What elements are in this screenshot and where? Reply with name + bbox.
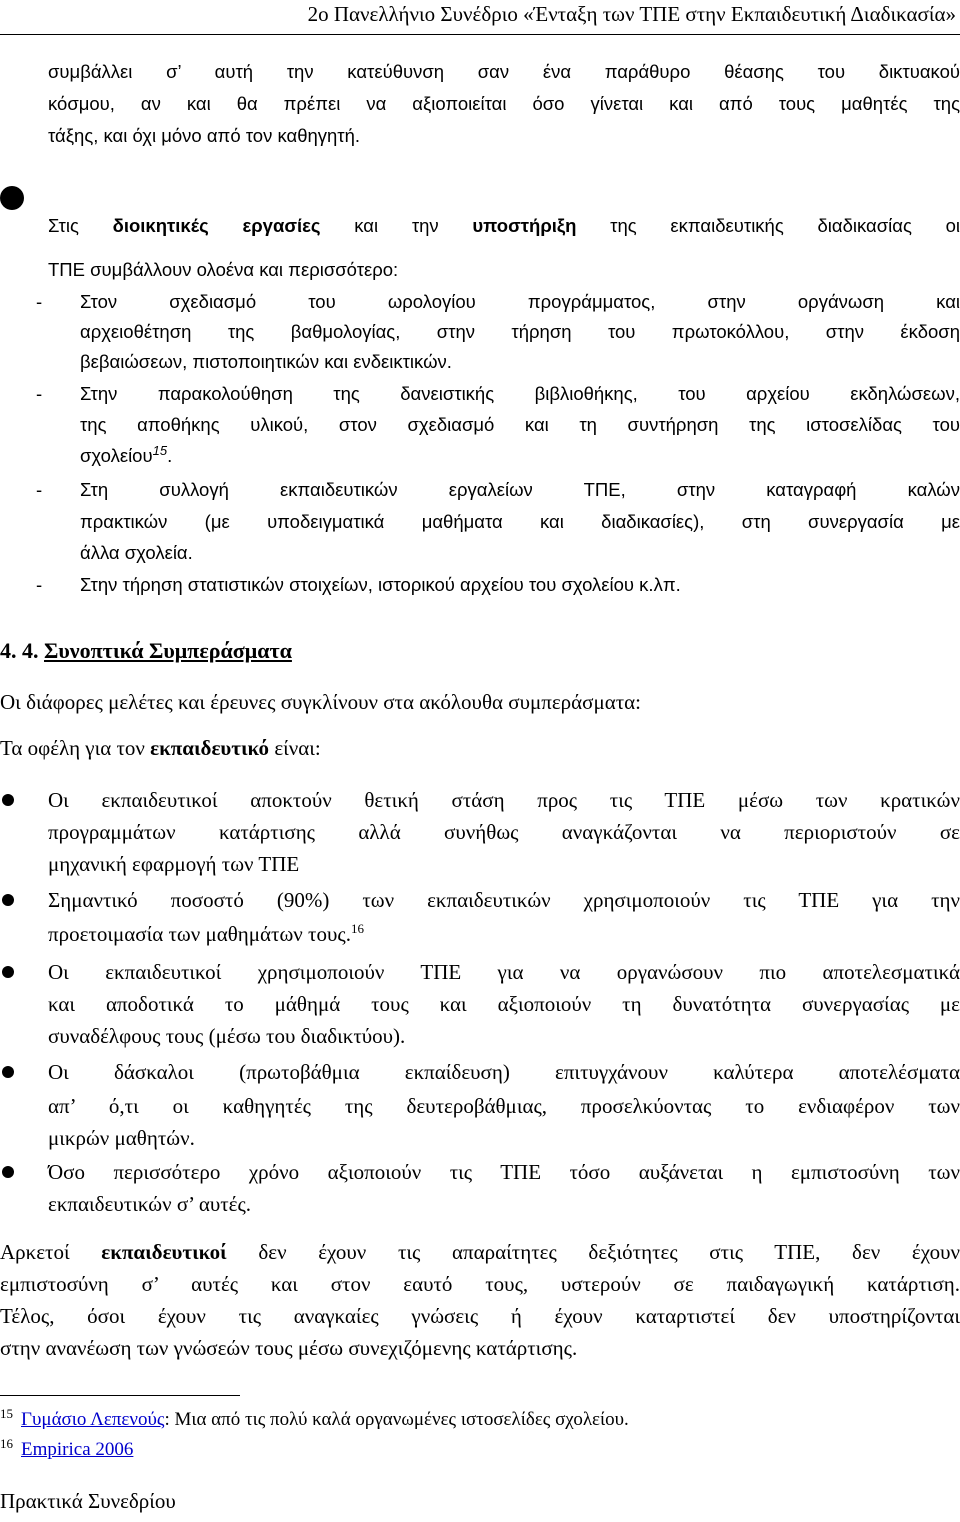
bullet-icon <box>2 1166 14 1178</box>
footnote-link[interactable]: Empirica 2006 <box>21 1439 134 1460</box>
bullet-icon <box>0 186 24 210</box>
benefit-4-line-1: Οι δάσκαλοι (πρωτοβάθμια εκπαίδευση) επιτυγχάνουν καλύτερα αποτελέσματα <box>48 1060 960 1084</box>
intro-line-2: κόσμου, αν και θα πρέπει να αξιοποιείται όσο γίνεται και από τους μαθητές της <box>48 93 960 114</box>
bullet-icon <box>2 966 14 978</box>
footnote-link[interactable]: Γυμάσιο Λεπενούς <box>21 1409 165 1430</box>
section-number: 4. 4. <box>0 638 39 663</box>
final-line-2: εμπιστοσύνη σ’ αυτές και στον εαυτό τους, υστερούν σε παιδαγωγική κατάρτιση. <box>0 1272 960 1296</box>
benefit-4-line-2: απ’ ό,τι οι καθηγητές της δευτεροβάθμιας, προσελκύοντας το ενδιαφέρον των <box>48 1094 960 1118</box>
benefit-2-line-2: προετοιμασία των μαθημάτων τους.$^{16}$ <box>48 921 364 946</box>
dash-marker: - <box>36 574 43 595</box>
benefit-1-line-1: Οι εκπαιδευτικοί αποκτούν θετική στάση προς τις ΤΠΕ μέσω των κρατικών <box>48 788 960 812</box>
dash-marker: - <box>36 291 43 312</box>
admin-item-1-line-1: Στον σχεδιασμό του ωρολογίου προγράμματος, στην οργάνωση και <box>80 291 960 312</box>
footnote-text: : Μια από τις πολύ καλά οργανωμένες ιστοσελίδες σχολείου. <box>164 1409 629 1430</box>
benefit-5-line-1: Όσο περισσότερο χρόνο αξιοποιούν τις ΤΠΕ τόσο αυξάνεται η εμπιστοσύνη των <box>48 1160 960 1184</box>
benefit-1-line-3: μηχανική εφαρμογή των ΤΠΕ <box>48 852 300 876</box>
benefits-intro: Τα οφέλη για τον εκπαιδευτικό είναι: <box>0 736 321 760</box>
conclusions-intro: Οι διάφορες μελέτες και έρευνες συγκλίνουν στα ακόλουθα συμπεράσματα: <box>0 690 642 714</box>
section-heading <box>0 638 292 664</box>
benefit-1-line-2: προγραμμάτων κατάρτισης αλλά συνήθως αναγκάζονται να περιοριστούν σε <box>48 820 960 844</box>
section-title: Συνοπτικά Συμπεράσματα <box>44 638 292 663</box>
bullet-icon <box>2 794 14 806</box>
admin-intro-line-1: Στις διοικητικές εργασίες και την υποστήριξη της εκπαιδευτικής διαδικασίας οι <box>48 215 960 236</box>
benefit-3-line-2: και αποδοτικά το μάθημά τους και αξιοποιούν τη δυνατότητα συνεργασίας με <box>48 992 960 1016</box>
header-title: 2ο Πανελλήνιο Συνέδριο «Ένταξη των ΤΠΕ στην Εκπαιδευτική Διαδικασία» <box>307 2 956 26</box>
dash-marker: - <box>36 479 43 500</box>
admin-item-2-line-3: σχολείου$^{15}$. <box>80 442 173 466</box>
admin-item-3-line-3: άλλα σχολεία. <box>80 542 193 563</box>
admin-item-1-line-3: βεβαιώσεων, πιστοποιητικών και ενδεικτικών. <box>80 351 452 372</box>
footnote-number: 16 <box>0 1435 13 1451</box>
footnote-15 <box>0 1406 629 1434</box>
admin-item-3-line-2: πρακτικών (με υποδειγματικά μαθήματα και διαδικασίες), στη συνεργασία με <box>80 511 960 532</box>
admin-item-2-line-1: Στην παρακολούθηση της δανειστικής βιβλιοθήκης, του αρχείου εκδηλώσεων, <box>80 383 960 404</box>
benefit-3-line-1: Οι εκπαιδευτικοί χρησιμοποιούν ΤΠΕ για να οργανώσουν πιο αποτελεσματικά <box>48 960 960 984</box>
bullet-icon <box>2 1066 14 1078</box>
footnote-number: 15 <box>0 1405 13 1421</box>
final-line-4: στην ανανέωση των γνώσεών τους μέσω συνεχιζόμενης κατάρτισης. <box>0 1336 578 1360</box>
admin-item-2-line-2: της αποθήκης υλικού, στον σχεδιασμό και τη συντήρηση της ιστοσελίδας του <box>80 414 960 435</box>
admin-item-3-line-1: Στη συλλογή εκπαιδευτικών εργαλείων ΤΠΕ, στην καταγραφή καλών <box>80 479 960 500</box>
dash-marker: - <box>36 383 43 404</box>
admin-intro-line-2: ΤΠΕ συμβάλλουν ολοένα και περισσότερο: <box>48 259 399 280</box>
footnote-ref-15[interactable]: 15 <box>152 442 168 458</box>
footnote-16 <box>0 1436 133 1464</box>
admin-item-4-line-1: Στην τήρηση στατιστικών στοιχείων, ιστορικού αρχείου του σχολείου κ.λπ. <box>80 574 681 595</box>
admin-item-1-line-2: αρχειοθέτηση της βαθμολογίας, στην τήρηση του πρωτοκόλλου, στην έκδοση <box>80 321 960 342</box>
page-footer: Πρακτικά Συνεδρίου <box>0 1489 176 1513</box>
running-header <box>0 0 960 35</box>
benefit-3-line-3: συναδέλφους τους (μέσω του διαδικτύου). <box>48 1024 406 1048</box>
intro-line-1: συμβάλλει σ’ αυτή την κατεύθυνση σαν ένα παράθυρο θέασης του δικτυακού <box>48 61 960 82</box>
benefit-2-line-1: Σημαντικό ποσοστό (90%) των εκπαιδευτικών χρησιμοποιούν τις ΤΠΕ για την <box>48 888 960 912</box>
final-line-1: Αρκετοί εκπαιδευτικοί δεν έχουν τις απαραίτητες δεξιότητες στις ΤΠΕ, δεν έχουν <box>0 1240 960 1264</box>
footnote-separator <box>0 1395 240 1396</box>
benefit-5-line-2: εκπαιδευτικών σ’ αυτές. <box>48 1192 252 1216</box>
bullet-icon <box>2 894 14 906</box>
intro-line-3: τάξης, και όχι μόνο από τον καθηγητή. <box>48 125 361 146</box>
footnote-ref-16[interactable]: 16 <box>350 921 364 936</box>
final-line-3: Τέλος, όσοι έχουν τις αναγκαίες γνώσεις ή έχουν καταρτιστεί δεν υποστηρίζονται <box>0 1304 960 1328</box>
benefit-4-line-3: μικρών μαθητών. <box>48 1126 195 1150</box>
